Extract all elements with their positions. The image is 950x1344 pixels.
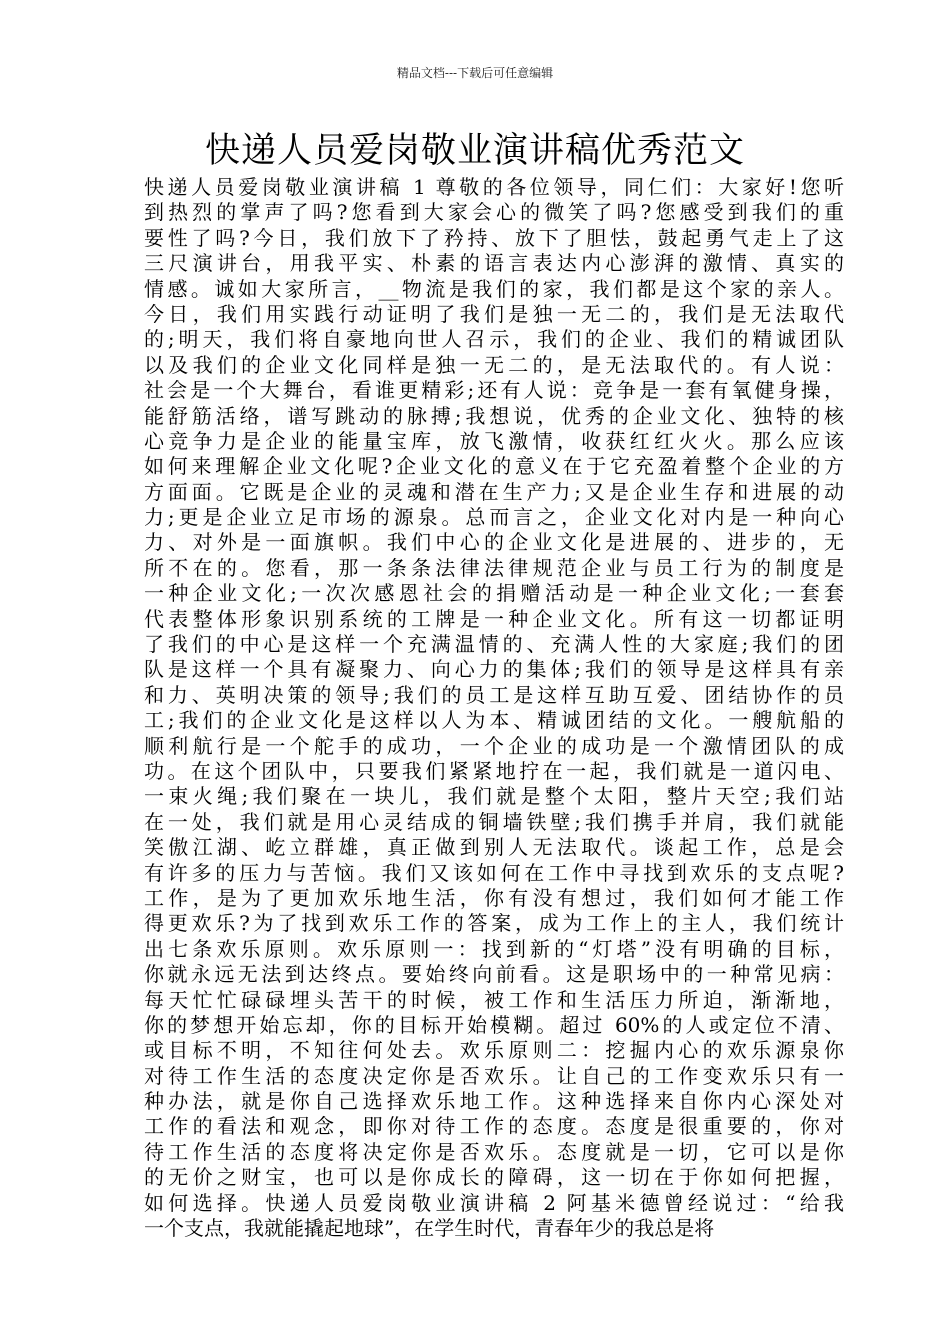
- header-note: 精品文档---下载后可任意编辑: [396, 66, 554, 80]
- body-line: 有许多的压力与苦恼。我们又该如何在工作中寻找到欢乐的支点呢?: [144, 860, 844, 885]
- body-line: 所不在的。您看，那一条条法律法律规范企业与员工行为的制度是: [144, 555, 844, 580]
- body-line: 的;明天，我们将自豪地向世人召示，我们的企业、我们的精诚团队: [144, 327, 844, 352]
- body-line: 队是这样一个具有凝聚力、向心力的集体;我们的领导是这样具有亲: [144, 657, 844, 682]
- body-line: 以及我们的企业文化同样是独一无二的，是无法取代的。有人说：: [144, 352, 844, 377]
- body-line: 一个支点，我就能撬起地球”，在学生时代，青春年少的我总是将: [144, 1216, 715, 1241]
- body-line: 和力、英明决策的领导;我们的员工是这样互助互爱、团结协作的员: [144, 682, 844, 707]
- body-line: 心竞争力是企业的能量宝库，放飞激情，收获红红火火。那么应该: [144, 428, 844, 453]
- body-line: 你的梦想开始忘却，你的目标开始模糊。超过 60%的人或定位不清、: [144, 1012, 844, 1037]
- body-line: 能舒筋活络，谱写跳动的脉搏;我想说，优秀的企业文化、独特的核: [144, 403, 844, 428]
- body-line: 工作，是为了更加欢乐地生活，你有没有想过，我们如何才能工作: [144, 885, 844, 910]
- body-line: 三尺演讲台，用我平实、朴素的语言表达内心澎湃的激情、真实的: [144, 251, 844, 276]
- body-line: 情感。诚如大家所言，__物流是我们的家，我们都是这个家的亲人。: [144, 276, 844, 301]
- body-line: 的无价之财宝，也可以是你成长的障碍，这一切在于你如何把握，: [144, 1165, 844, 1190]
- body-line: 社会是一个大舞台，看谁更精彩;还有人说：竞争是一套有氧健身操，: [144, 378, 844, 403]
- body-line: 力、对外是一面旗帜。我们中心的企业文化是进展的、进步的，无: [144, 530, 844, 555]
- body-line: 每天忙忙碌碌埋头苦干的时候，被工作和生活压力所迫，渐渐地，: [144, 987, 844, 1012]
- body-line: 在一处，我们就是用心灵结成的铜墙铁壁;我们携手并肩，我们就能: [144, 809, 844, 834]
- body-line: 到热烈的掌声了吗?您看到大家会心的微笑了吗?您感受到我们的重: [144, 200, 844, 225]
- body-line: 代表整体形象识别系统的工牌是一种企业文化。所有这一切都证明: [144, 606, 844, 631]
- body-line: 得更欢乐?为了找到欢乐工作的答案，成为工作上的主人，我们统计: [144, 911, 844, 936]
- body-line: 功。在这个团队中，只要我们紧紧地拧在一起，我们就是一道闪电、: [144, 758, 844, 783]
- body-line: 要性了吗?今日，我们放下了矜持、放下了胆怯，鼓起勇气走上了这: [144, 225, 844, 250]
- body-line: 了我们的中心是这样一个充满温情的、充满人性的大家庭;我们的团: [144, 632, 844, 657]
- body-line: 方面面。它既是企业的灵魂和潜在生产力;又是企业生存和进展的动: [144, 479, 844, 504]
- body-line: 工作的看法和观念，即你对待工作的态度。态度是很重要的，你对: [144, 1114, 844, 1139]
- body-line: 笑傲江湖、屹立群雄，真正做到别人无法取代。谈起工作，总是会: [144, 835, 844, 860]
- body-line: 今日，我们用实践行动证明了我们是独一无二的，我们是无法取代: [144, 301, 844, 326]
- document-body: [144, 175, 844, 1241]
- body-line: 对待工作生活的态度决定你是否欢乐。让自己的工作变欢乐只有一: [144, 1063, 844, 1088]
- body-line: 力;更是企业立足市场的源泉。总而言之，企业文化对内是一种向心: [144, 505, 844, 530]
- body-line: 快递人员爱岗敬业演讲稿 1 尊敬的各位领导，同仁们：大家好!您听: [144, 175, 844, 199]
- body-line: 或目标不明，不知往何处去。欢乐原则二：挖掘内心的欢乐源泉你: [144, 1038, 844, 1063]
- body-line: 待工作生活的态度将决定你是否欢乐。态度就是一切，它可以是你: [144, 1139, 844, 1164]
- document-title: 快递人员爱岗敬业演讲稿优秀范文: [204, 131, 745, 171]
- body-line: 工;我们的企业文化是这样以人为本、精诚团结的文化。一艘航船的: [144, 708, 844, 733]
- body-line: 如何来理解企业文化呢?企业文化的意义在于它充盈着整个企业的方: [144, 454, 844, 479]
- body-line: 一束火绳;我们聚在一块儿，我们就是整个太阳，整片天空;我们站: [144, 784, 844, 809]
- body-line: 你就永远无法到达终点。要始终向前看。这是职场中的一种常见病：: [144, 962, 844, 987]
- body-line: 一种企业文化;一次次感恩社会的捐赠活动是一种企业文化;一套套: [144, 581, 844, 606]
- body-line: 种办法，就是你自己选择欢乐地工作。这种选择来自你内心深处对: [144, 1089, 844, 1114]
- body-line: 顺利航行是一个舵手的成功，一个企业的成功是一个激情团队的成: [144, 733, 844, 758]
- body-line: 出七条欢乐原则。欢乐原则一：找到新的“灯塔”没有明确的目标，: [144, 936, 844, 961]
- body-line: 如何选择。快递人员爱岗敬业演讲稿 2 阿基米德曾经说过：“给我: [144, 1190, 844, 1215]
